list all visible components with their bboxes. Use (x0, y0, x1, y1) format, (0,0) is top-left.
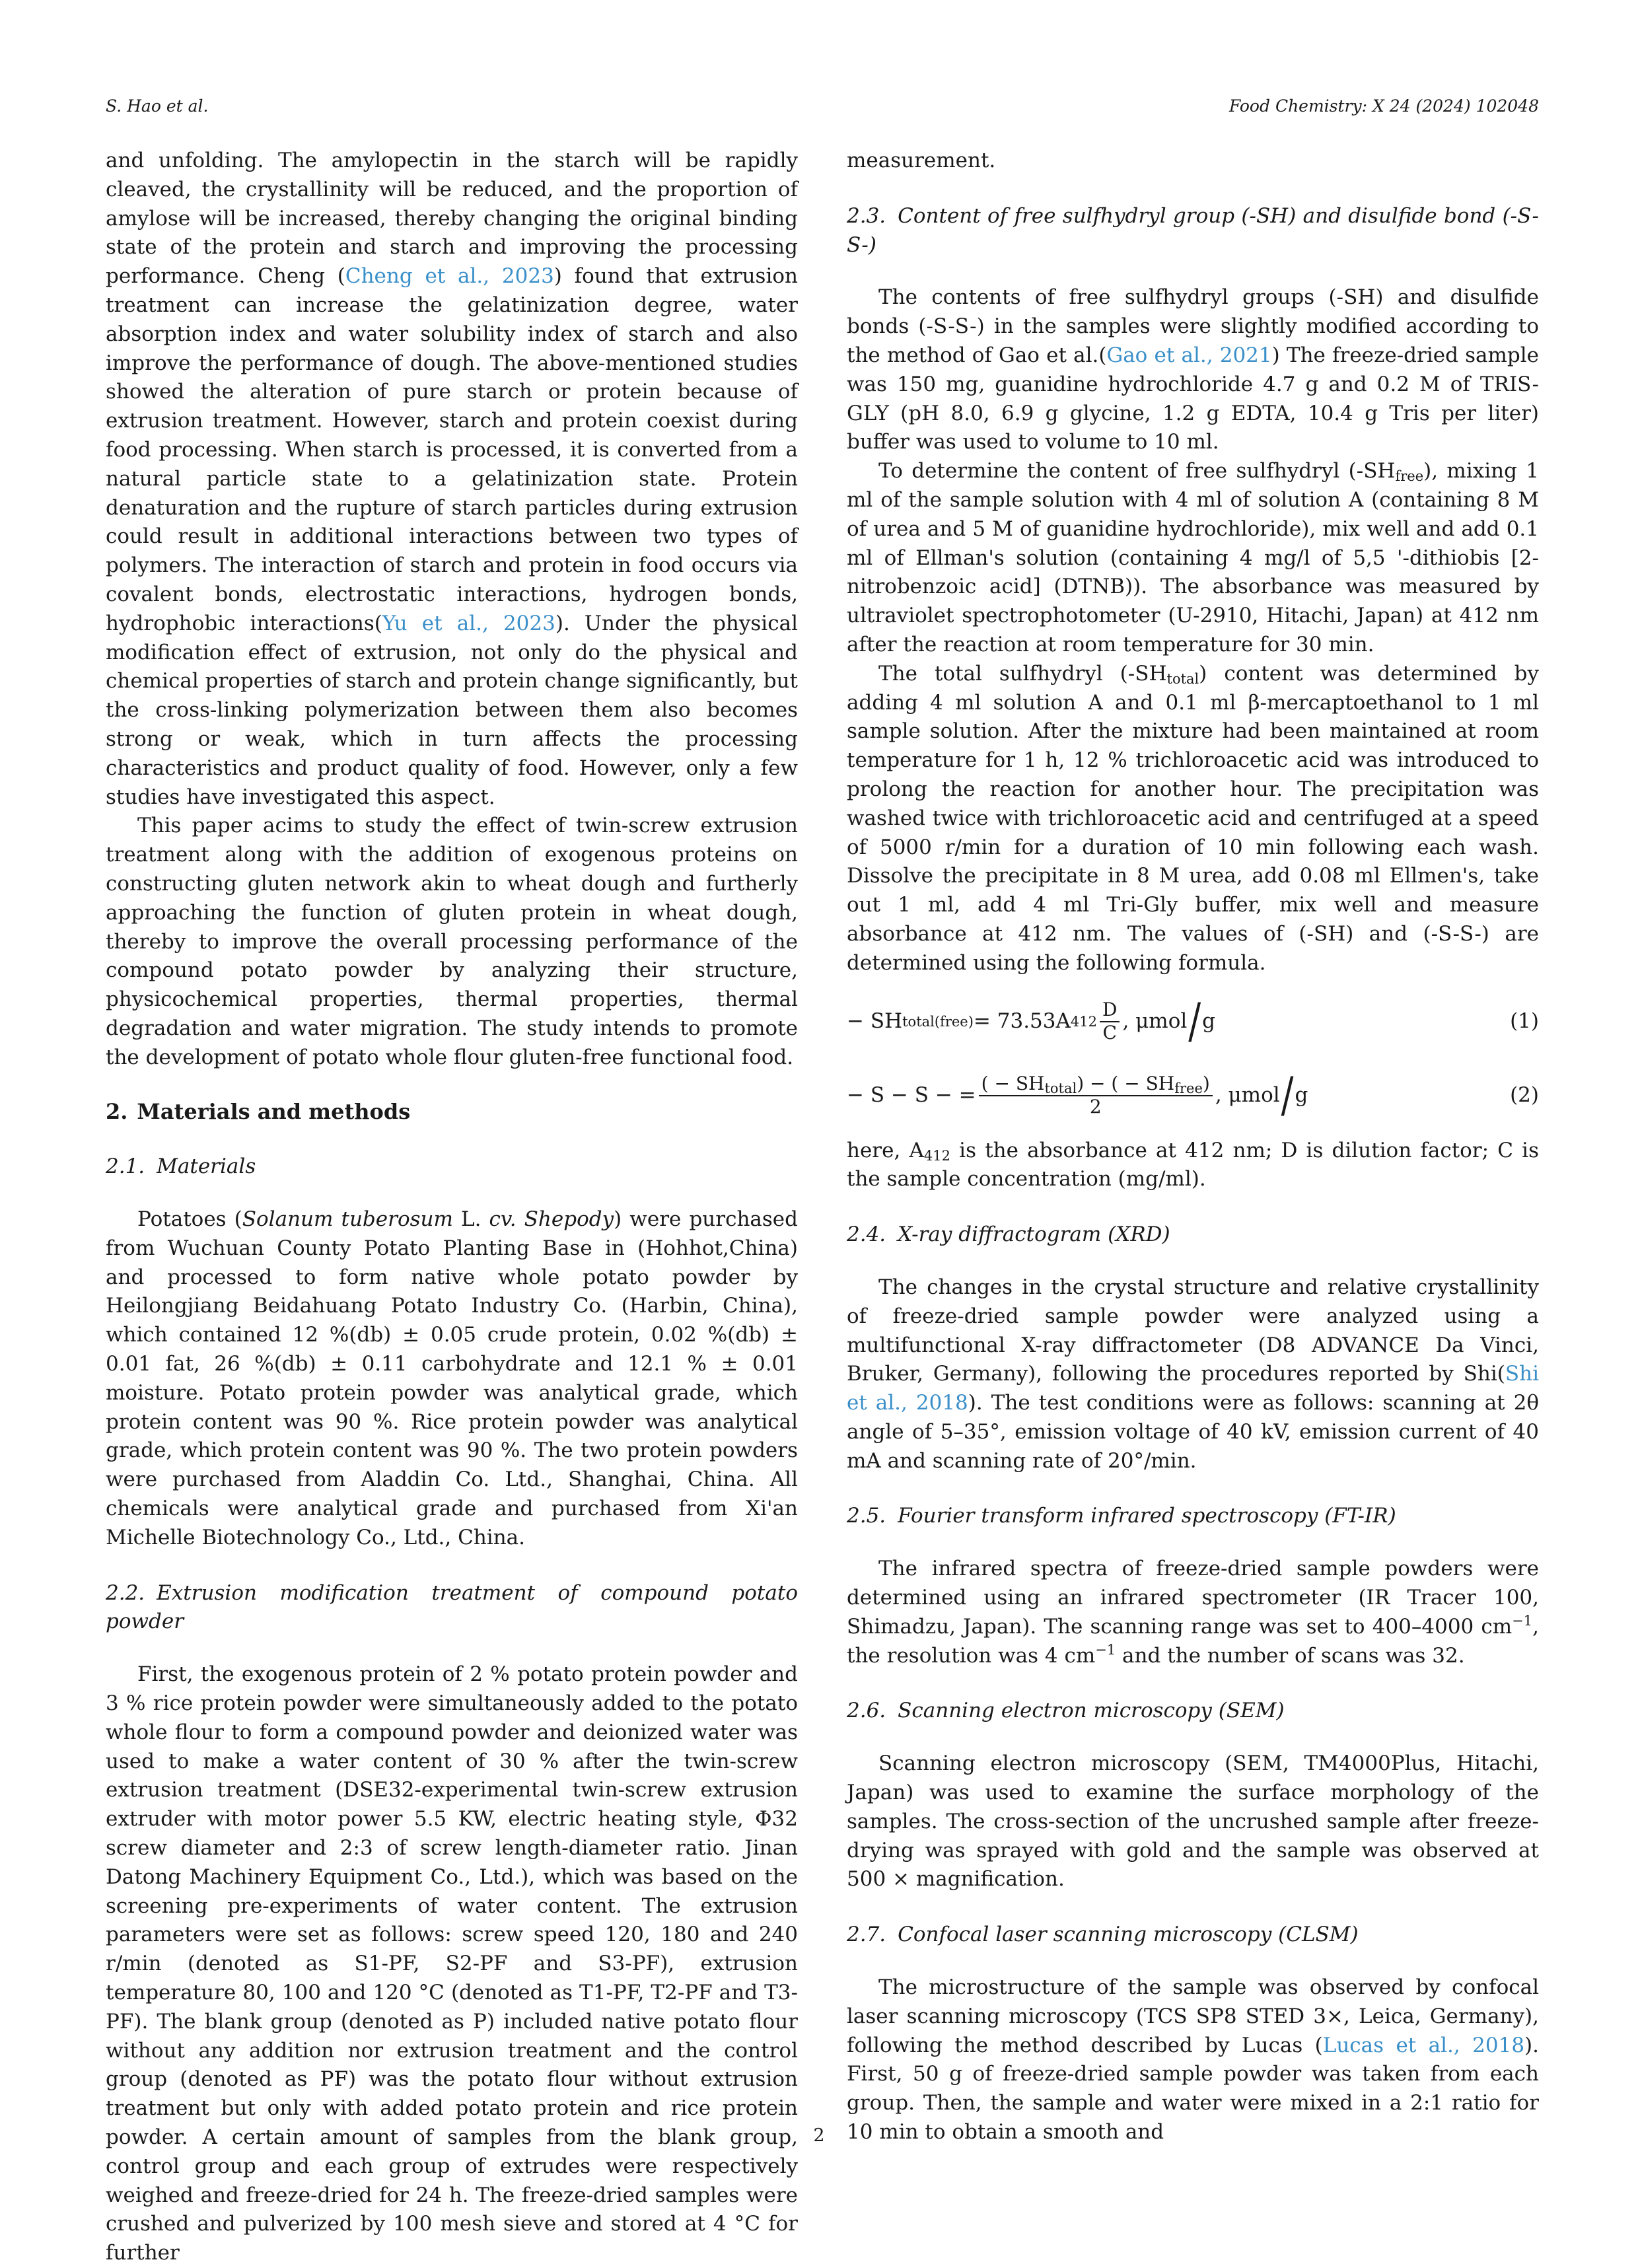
subsection-heading-sulfhydryl: 2.3. Content of free sulfhydryl group (-SH) and disulfide bond (-S-S-) (847, 203, 1539, 257)
citation-lucas-2018[interactable]: Lucas et al., 2018 (1322, 2033, 1525, 2057)
citation-cheng-2023[interactable]: Cheng et al., 2023 (345, 264, 554, 289)
right-column (847, 147, 1539, 2147)
equation-definitions: here, $A_{412}$ is the absorbance at 412 nm; D is dilution factor; C is the sample concentration (mg/ml). (847, 1138, 1539, 1191)
xrd-paragraph: The changes in the crystal structure and relative crystallinity of freeze-dried sample powder were analyzed using a multifunctional X-ray diffractometer (D8 ADVANCE Da Vinci, Bruker, Germany), following the procedures reported by Shi(Shi et al., 2018). The test conditions were as follows: scanning at 2θ angle of 5–35°, emission voltage of 40 kV, emission current of 40 mA and scanning rate of 20°/min. (847, 1275, 1540, 1473)
subsection-heading-materials: 2.1. Materials (106, 1154, 256, 1179)
running-header (106, 96, 1539, 123)
equation-2: − S − S − = $\frac{( - SH_{total}) - ( - SH_{free})}{2}$ , μmol / g (2) (847, 1067, 1539, 1123)
ftir-paragraph: The infrared spectra of freeze-dried sample powders were determined using an infrared spectrometer (IR Tracer 100, Shimadzu, Japan). The scanning range was set to 400–4000 $cm^{-1}$, the resolution was 4 $cm^{-1}$ and the number of scans was 32. (847, 1557, 1539, 1668)
materials-paragraph: Potatoes (Solanum tuberosum L. cv. Shepody) were purchased from Wuchuan County Potato Planting Base in (Hohhot,China) and processed to form native whole potato powder by Heilongjiang Beidahuang Potato Industry Co. (Harbin, China), which contained 12 %(db) ± 0.05 crude protein, 0.02 %(db) ± 0.01 fat, 26 %(db) ± 0.11 carbohydrate and 12.1 % ± 0.01 moisture. Potato protein powder was analytical grade, which protein content was 90 %. Rice protein powder was analytical grade, which protein content was 90 %. The two protein powders were purchased from Aladdin Co. Ltd., Shanghai, China. All chemicals were analytical grade and purchased from Xi'an Michelle Biotechnology Co., Ltd., China. (106, 1207, 798, 1549)
fraction-d-over-c: $\frac{D}{C}$ (1100, 999, 1120, 1043)
subsection-heading-xrd: 2.4. X-ray diffractogram (XRD) (847, 1223, 1170, 1247)
sulfhydryl-paragraph-3: The total sulfhydryl $(-SH_{total})$ content was determined by adding 4 ml solution A and 0.1 ml β-mercaptoethanol to 1 ml sample solution. After the mixture had been maintained at room temperature for 1 h, 12 % trichloroacetic acid was introduced to prolong the reaction for another hour. The precipitation was washed twice with trichloroacetic acid and centrifuged at a speed of 5000 r/min for a duration of 10 min following each wash. Dissolve the precipitate in 8 M urea, add 0.08 ml Ellmen's, take out 1 ml, add 4 ml Tri-Gly buffer, mix well and measure absorbance at 412 nm. The values of (-SH) and (-S-S-) are determined using the following formula. (847, 661, 1539, 975)
subsection-heading-sem: 2.6. Scanning electron microscopy (SEM) (847, 1699, 1285, 1723)
page-number: 2 (813, 2125, 825, 2146)
fraction-sh-difference: $\frac{( - SH_{total}) - ( - SH_{free})}{2}$ (979, 1073, 1213, 1117)
sulfhydryl-paragraph-2: To determine the content of free sulfhydryl $(-SH_{free})$, mixing 1 ml of the sample solution with 4 ml of solution A (containing 8 M of urea and 5 M of guanidine hydrochloride), mix well and add 0.1 ml of Ellman's solution (containing 4 mg/l of 5,5 '-dithiobis [2-nitrobenzoic acid] (DTNB)). The absorbance was measured by ultraviolet spectrophotometer (U-2910, Hitachi, Japan) at 412 nm after the reaction at room temperature for 30 min. (847, 459, 1539, 656)
equation-1: − SH total(free) = 73.53A 412 $\frac{D}{C}$ , μmol / g (1) (847, 993, 1539, 1049)
citation-shi-2018[interactable]: Shi et al., 2018 (847, 1362, 1539, 1415)
intro-paragraph-continued: and unfolding. The amylopectin in the starch will be rapidly cleaved, the crystallinity will be reduced, and the proportion of amylose will be increased, thereby changing the original binding state of the protein and starch and improving the processing performance. Cheng (Cheng et al., 2023) found that extrusion treatment can increase the gelatinization degree, water absorption index and water solubility index of starch and also improve the performance of dough. The above-mentioned studies showed the alteration of pure starch or protein because of extrusion treatment. However, starch and protein coexist during food processing. When starch is processed, it is converted from a natural particle state to a gelatinization state. Protein denaturation and the rupture of starch particles during extrusion could result in additional interactions between two types of polymers. The interaction of starch and protein in food occurs via covalent bonds, electrostatic interactions, hydrogen bonds, hydrophobic interactions(Yu et al., 2023). Under the physical modification effect of extrusion, not only do the physical and chemical properties of starch and protein change significantly, but the cross-linking polymerization between them also becomes strong or weak, which in turn affects the processing characteristics and product quality of food. However, only a few studies have investigated this aspect. (106, 149, 798, 809)
aim-paragraph: This paper acims to study the effect of twin-screw extrusion treatment along with the addition of exogenous proteins on constructing gluten network akin to wheat dough and furtherly approaching the function of gluten protein in wheat dough, thereby to improve the overall processing performance of the compound potato powder by analyzing their structure, physicochemical properties, thermal properties, thermal degradation and water migration. The study intends to promote the development of potato whole flour gluten-free functional food. (106, 814, 798, 1069)
equation-number-1: (1) (1510, 1009, 1539, 1033)
extrusion-paragraph: First, the exogenous protein of 2 % potato protein powder and 3 % rice protein powder were simultaneously added to the potato whole flour to form a compound powder and deionized water was used to make a water content of 30 % after the twin-screw extrusion treatment (DSE32-experimental twin-screw extrusion extruder with motor power 5.5 KW, electric heating style, Φ32 screw diameter and 2:3 of screw length-diameter ratio. Jinan Datong Machinery Equipment Co., Ltd.), which was based on the screening pre-experiments of water content. The extrusion parameters were set as follows: screw speed 120, 180 and 240 r/min (denoted as S1-PF, S2-PF and S3-PF), extrusion temperature 80, 100 and 120 °C (denoted as T1-PF, T2-PF and T3-PF). The blank group (denoted as P) included native potato flour without any addition nor extrusion treatment and the control group (denoted as PF) was the potato flour without extrusion treatment but only with added potato protein and rice protein powder. A certain amount of samples from the blank group, control group and each group of extrudes were respectively weighed and freeze-dried for 24 h. The freeze-dried samples were crushed and pulverized by 100 mesh sieve and stored at 4 °C for further (106, 1662, 798, 2265)
sem-paragraph: Scanning electron microscopy (SEM, TM4000Plus, Hitachi, Japan) was used to examine the surface morphology of the samples. The cross-section of the uncrushed sample after freeze-drying was sprayed with gold and the sample was observed at 500 × magnification. (847, 1752, 1539, 1892)
subsection-heading-ftir: 2.5. Fourier transform infrared spectroscopy (FT-IR) (847, 1504, 1396, 1528)
equation-number-2: (2) (1510, 1082, 1539, 1107)
left-column (106, 147, 798, 2268)
section-heading-materials-methods: 2. Materials and methods (106, 1098, 411, 1124)
citation-gao-2021[interactable]: Gao et al., 2021 (1106, 343, 1272, 367)
citation-yu-2023[interactable]: Yu et al., 2023 (382, 611, 555, 635)
header-journal: Food Chemistry: X 24 (2024) 102048 (1228, 96, 1539, 116)
header-authors: S. Hao et al. (106, 96, 209, 116)
continued-text: measurement. (847, 149, 996, 172)
clsm-paragraph: The microstructure of the sample was observed by confocal laser scanning microscopy (TCS SP8 STED 3×, Leica, Germany), following the method described by Lucas (Lucas et al., 2018). First, 50 g of freeze-dried sample powder was taken from each group. Then, the sample and water were mixed in a 2:1 ratio for 10 min to obtain a smooth and (847, 1975, 1539, 2144)
subsection-heading-extrusion: 2.2. Extrusion modification treatment of compound potato powder (106, 1580, 798, 1634)
sulfhydryl-paragraph-1: The contents of free sulfhydryl groups (-SH) and disulfide bonds (-S-S-) in the samples were slightly modified according to the method of Gao et al.(Gao et al., 2021) The freeze-dried sample was 150 mg, guanidine hydrochloride 4.7 g and 0.2 M of TRIS-GLY (pH 8.0, 6.9 g glycine, 1.2 g EDTA, 10.4 g Tris per liter) buffer was used to volume to 10 ml. (847, 285, 1539, 454)
subsection-heading-clsm: 2.7. Confocal laser scanning microscopy (CLSM) (847, 1923, 1359, 1947)
